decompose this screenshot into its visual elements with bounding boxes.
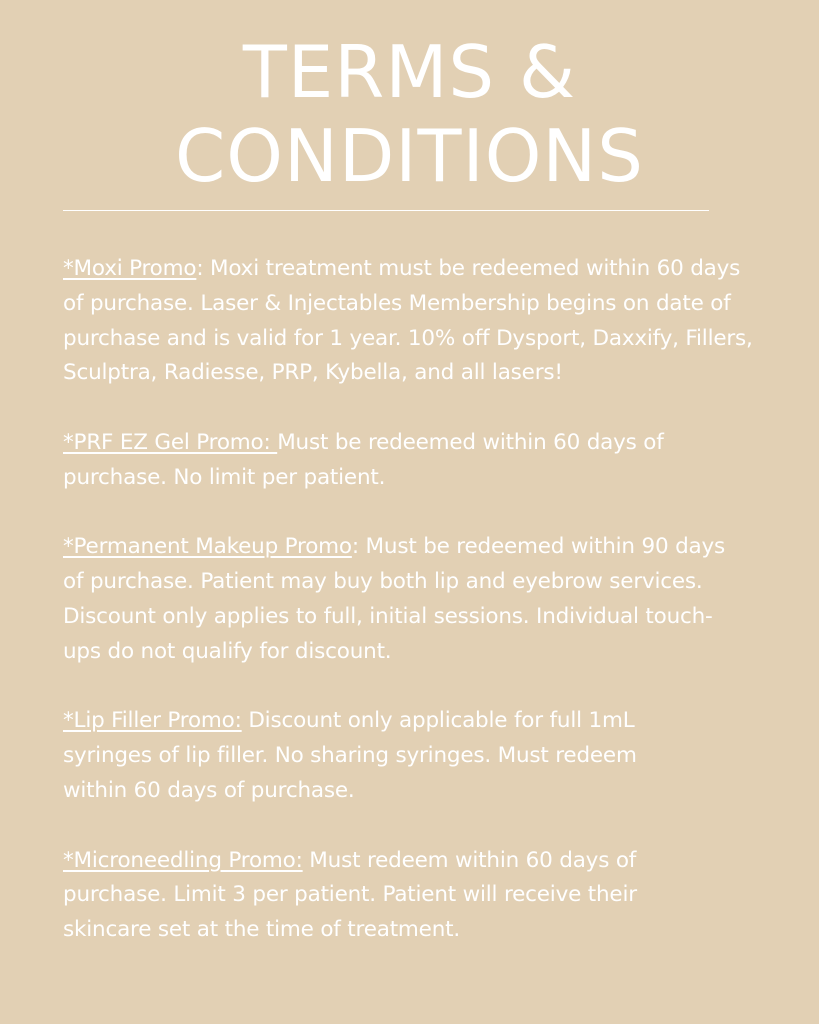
term-lip-filler-promo	[63, 704, 703, 808]
title-divider	[63, 210, 709, 211]
page-title-line-2: CONDITIONS	[175, 114, 644, 198]
term-text: Must be redeemed within 60 days of purchase. No limit per patient.	[63, 429, 664, 490]
term-label: *Microneedling Promo:	[63, 847, 303, 873]
term-text: Moxi treatment must be redeemed within 60 days of purchase. Laser & Injectables Membership begins on date of purchase and is valid for 1 year. 10% off Dysport, Daxxify, Fillers, Sculptra, Radiesse, PRP, Kybella, and all lasers!	[63, 256, 753, 386]
term-text: Must redeem within 60 days of purchase. Limit 3 per patient. Patient will receive their skincare set at the time of treatment.	[63, 847, 637, 943]
term-label: *Permanent Makeup Promo	[63, 534, 352, 560]
term-label: *PRF EZ Gel Promo:	[63, 429, 278, 455]
term-separator: :	[196, 256, 211, 281]
page-title	[0, 30, 819, 198]
term-permanent-makeup-promo	[63, 530, 743, 669]
term-separator: :	[351, 534, 366, 560]
term-microneedling-promo	[63, 844, 713, 948]
term-text: Must be redeemed within 90 days of purchase. Patient may buy both lip and eyebrow services. Discount only applies to full, initial sessions. Individual touch-ups do not qualify for discount.	[63, 534, 726, 664]
term-moxi-promo	[63, 252, 763, 391]
page-title-line-1: TERMS &	[242, 30, 577, 114]
term-prf-ez-gel-promo	[63, 426, 733, 496]
terms-list	[63, 252, 763, 983]
term-label: *Lip Filler Promo:	[63, 708, 242, 734]
term-text: Discount only applicable for full 1mL syringes of lip filler. No sharing syringes. Must redeem within 60 days of purchase.	[63, 708, 637, 803]
term-label: *Moxi Promo	[63, 256, 197, 281]
